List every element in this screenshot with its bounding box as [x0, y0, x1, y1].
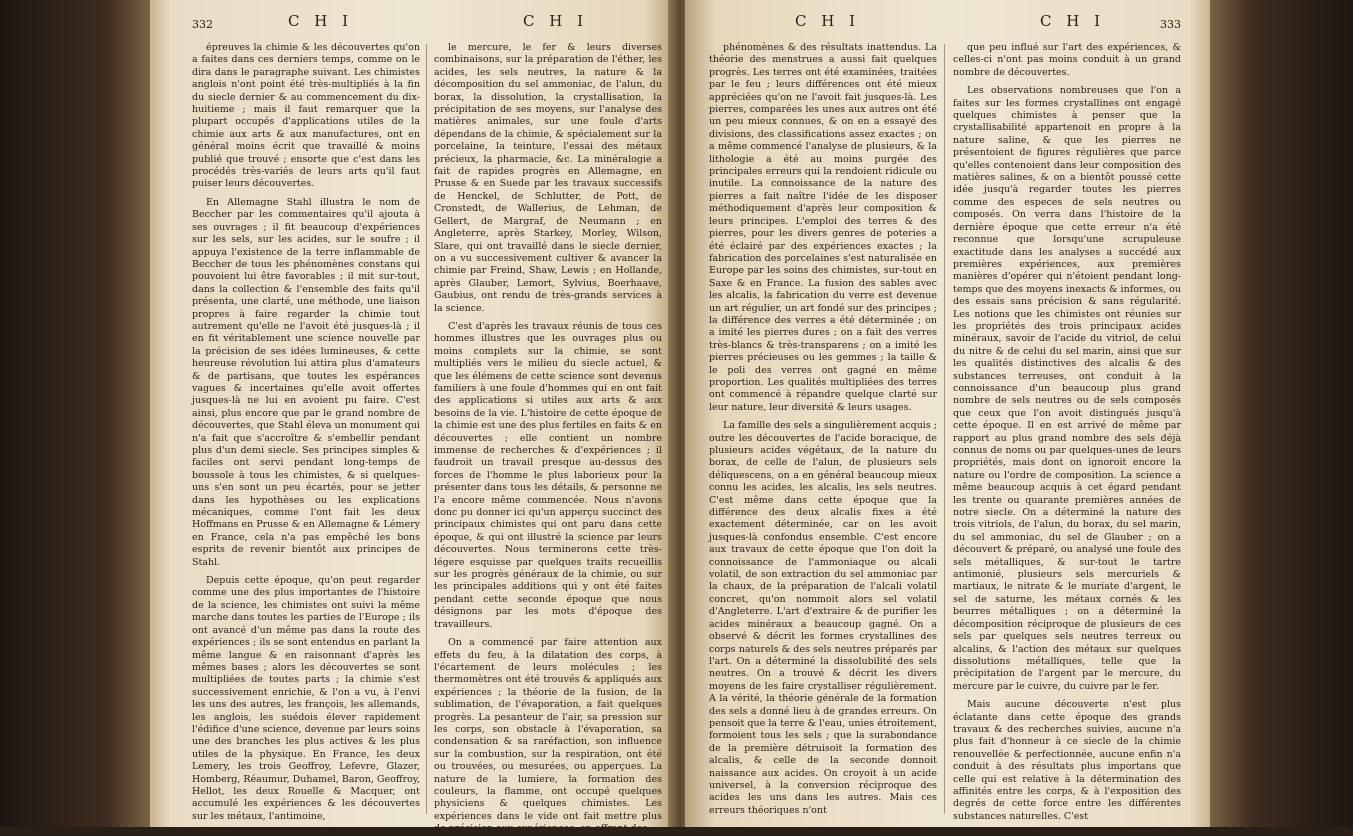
- paragraph: Depuis cette époque, qu'on peut regarder comme une des plus importantes de l'histoire de la science, les chimistes ont suivi la même marche dans toutes les parties de l'Europe ; ils ont avancé d'un même pas dans la route des expériences ; ils se sont entendus en parlant la même langue & en raisonnant d'après les mêmes bases ; alors les découvertes se sont multipliées de toutes parts ; la chimie s'est successivement enrichie, & l'on a vu, à l'envi les uns des autres, les françois, les allemands, les anglois, les suédois élever rapidement l'édifice d'une science, devenue par leurs soins une des branches les plus actives & les plus utiles de la physique. En France, les deux Lemery, les trois Geoffroy, Lefevre, Glazer, Homberg, Réaumur, Duhamel, Baron, Geoffroy, Hellot, les deux Rouelle & Macquer, ont accumulé les expériences & les découvertes sur les métaux, l'antimoine,: [192, 575, 420, 822]
- paragraph: épreuves la chimie & les découvertes qu'on a faites dans ces derniers temps, comme on le dira dans le paragraphe suivant. Les chimistes anglois n'ont point été très-multipliés à la fin du siecle dernier & au commencement du dix-huitieme ; mais il faut remarquer que la plupart occupés d'applications utiles de la chimie aux arts & aux manufactures, ont en général moins écrit que travaillé & moins publié que trouvé ; ensorte que c'est dans les procédés très-variés de leurs arts qu'il faut puiser leurs découvertes.: [192, 42, 420, 190]
- book-edge-left: [0, 0, 150, 827]
- left-column-1: [192, 42, 420, 822]
- left-page-number: 332: [192, 18, 213, 31]
- right-running-head-1: C H I: [795, 12, 861, 30]
- paragraph: que peu influé sur l'art des expériences, & celles-ci n'ont pas moins conduit à un grand nombre de découvertes.: [953, 42, 1181, 78]
- left-page: [150, 0, 675, 835]
- left-running-head-2: C H I: [523, 12, 589, 30]
- paragraph: Les observations nombreuses que l'on a faites sur les formes crystallines ont engagé quelques chimistes à penser que la crystallisabilité appartenoit en propre à la nature saline, & que les pierres ne présentoient de figures régulières que parce qu'elles contenoient dans leur composition des matières salines, & on a bientôt poussé cette idée jusqu'à regarder toutes les pierres comme des especes de sels neutres ou composés. On verra dans l'histoire de la dernière époque que cette erreur n'a été reconnue que lorsqu'une scrupuleuse exactitude dans les analyses a succédé aux premières expériences, aux premières manières d'opérer qui n'étoient pendant long-temps que des moyens inexacts & informes, ou des essais sans précision & sans régularité. Les notions que les chimistes ont réunies sur les propriétés des trois principaux acides minéraux, savoir de l'acide du vitriol, de celui du nitre & de celui du sel marin, ainsi que sur les qualités distinctives des alcalis & des substances terreuses, ont conduit à la connoissance d'un beaucoup plus grand nombre de sels neutres ou de sels composés que ceux que l'on avoit distingués jusqu'à cette époque. Il en est arrivé de même par rapport au plus grand nombre des sels déjà connus de noms ou par quelques-unes de leurs propriétés, mais dont on ignoroit encore la nature ou l'ordre de composition. La science a même beaucoup acquis à cet égard pendant les trente ou quarante premières années de notre siecle. On a déterminé la nature des trois vitriols, de l'alun, du borax, du sel marin, du sel ammoniac, du sel de Glauber ; on a découvert & préparé, ou analysé une foule des sels métalliques, & sur-tout le tartre antimonié, plusieurs sels mercuriels & martiaux, le nitrate & le muriate d'argent, le sel de saturne, les métaux cornés & les beurres métalliques ; on a déterminé la décomposition réciproque de plusieurs de ces sels par quelques sels neutres terreux ou alcalins, & l'action des métaux sur quelques dissolutions métalliques, telle que la précipitation de l'argent par le mercure, du mercure par le cuivre, du cuivre par le fer.: [953, 85, 1181, 692]
- right-column-1: [709, 42, 937, 816]
- paragraph: C'est d'après les travaux réunis de tous ces hommes illustres que les ouvrages plus ou moins complets sur la chimie, se sont multipliés vers le milieu du siecle actuel, & que les élémens de cette science sont devenus familiers à une foule d'hommes qui en ont fait des applications si utiles aux arts & aux besoins de la vie. L'histoire de cette époque de la chimie est une des plus fertiles en faits & en découvertes ; elle contient un nombre immense de recherches & d'expériences ; il faudroit un travail presque au-dessus des forces de l'homme le plus laborieux pour la présenter dans tous les détails, & personne ne l'a encore même commencée. Nous n'avons donc pu donner ici qu'un apperçu succinct des principaux chimistes qui ont paru dans cette époque, & qui ont illustré la science par leurs découvertes. Nous terminerons cette très-légere esquisse par quelques traits recueillis sur les progrès généraux de la chimie, ou sur les principales additions qui y ont été faites pendant cette seconde époque que nous désignons par les mots d'époque des travailleurs.: [434, 320, 662, 630]
- paragraph: En Allemagne Stahl illustra le nom de Beccher par les commentaires qu'il ajouta à ses ouvrages ; il fit beaucoup d'expériences sur les sels, sur les acides, sur le soufre ; il appuya l'existence de la terre inflammable de Beccher de tous les phénomènes constans qui pouvoient lui être favorables ; il mit sur-tout, dans la collection & l'ensemble des faits qu'il présenta, une clarté, une méthode, une liaison propres à faire regarder la chimie tout autrement qu'elle ne l'avoit été jusques-là ; il en fit véritablement une science nouvelle par la précision de ses idées lumineuses, & cette heureuse révolution lui attira plus d'amateurs & de partisans, que toutes les espérances vagues & incertaines qu'elle avoit offertes jusques-là ne lui en avoient pu faire. C'est ainsi, plus encore que par le grand nombre de découvertes, que Stahl éleva un monument qui n'a fait que s'accroître & s'embellir pendant plus d'un demi siecle. Ses principes simples & faciles ont servi pendant long-temps de boussole à tous les chimistes, & si quelques-uns s'en sont un peu écartés, pour se jetter dans les hypothèses ou les explications mécaniques, comme l'ont fait les deux Hoffmans en Prusse & en Allemagne & Lémery en France, cela n'a pas empêché les bons esprits de revenir bientôt aux principes de Stahl.: [192, 196, 420, 568]
- paragraph: Mais aucune découverte n'est plus éclatante dans cette époque des grands travaux & des recherches suivies, aucune n'a plus fait d'honneur à ce siecle de la chimie renouvellée & perfectionnée, aucune enfin n'a conduit à des résultats plus importans que celle qui est relative à la détermination des affinités entre les corps, & à l'exposition des degrés de cette force entre les différentes substances naturelles. C'est: [953, 699, 1181, 822]
- paragraph: phénomènes & des résultats inattendus. La théorie des menstrues a aussi fait quelques progrès. Les terres ont été examinées, traitées par le feu ; leurs différences ont été mieux appréciées qu'on ne l'avoit fait jusques-là. Les pierres, comparées les unes aux autres ont été un peu mieux connues, & on en a essayé des divisions, des classifications assez exactes ; on a même commencé l'analyse de plusieurs, & la lithologie a été au moins purgée des principales erreurs qui la rendoient ridicule ou inutile. La connoissance de la nature des pierres a fait naître l'idée de les disposer méthodiquement d'après leur composition & leurs principes. L'emploi des terres & des pierres, pour les divers genres de poteries a été éclairé par des expériences exactes ; la fabrication des porcelaines s'est naturalisée en Europe par les soins des chimistes, sur-tout en Saxe & en France. La fusion des sables avec les alcalis, la fabrication du verre est devenue un art régulier, un art fondé sur des principes ; la différence des verres a été déterminée ; on a imité les pierres dures ; on a fait des verres très-blancs & très-transparens ; on a imité les pierres précieuses ou les gemmes ; la taille & le poli des verres ont gagné en même proportion. Les qualités multipliées des terres ont commencé à répandre quelque clarté sur leur nature, leur diversité & leurs usages.: [709, 42, 937, 413]
- book-edge-right: [1210, 0, 1353, 827]
- column-divider: [426, 44, 427, 814]
- column-divider: [944, 44, 945, 814]
- paragraph: le mercure, le fer & leurs diverses combinaisons, sur la préparation de l'éther, les acides, les sels neutres, la nature & la décomposition du sel ammoniac, de l'alun, du borax, la dissolution, la crystallisation, la précipitation de ses moyens, sur l'analyse des matières animales, sur une foule d'arts dépendans de la chimie, & spécialement sur la porcelaine, la teinture, l'essai des métaux précieux, la pharmacie, &c. La minéralogie a fait de rapides progrès en Allemagne, en Prusse & en Suede par les travaux successifs de Henckel, de Schlutter, de Pott, de Cronstedt, de Wallerius, de Lehman, de Gellert, de Margraf, de Neumann ; en Angleterre, après Starkey, Morley, Wilson, Slare, qui ont travaillé dans le siecle dernier, on a vu successivement cultiver & avancer la chimie par Freind, Shaw, Lewis ; en Hollande, après Glauber, Lemort, Sylvius, Boerhaave, Gaubius, ont rendu de très-grands services à la science.: [434, 42, 662, 314]
- paragraph: La famille des sels a singulièrement acquis ; outre les découvertes de l'acide boracique, de plusieurs acides végétaux, de la nature du borax, de celle de l'alun, de plusieurs sels déliquescens, on a en général beaucoup mieux connu les acides, les alcalis, les sels neutres. C'est même dans cette époque que la différence des deux alcalis fixes a été exactement déterminée, car on les avoit jusques-là confondus ensemble. C'est encore aux travaux de cette époque que l'on doit la connoissance de l'ammoniaque ou alcali volatil, de son extraction du sel ammoniac par la chaux, de la préparation de l'alcali volatil concret, qu'on nommoit alors sel volatil d'Angleterre. L'art d'extraire & de purifier les acides minéraux a beaucoup gagné. On a observé & décrit les formes crystallines des corps naturels & des sels neutres préparés par l'art. On a déterminé la dissolubilité des sels neutres. On a trouvé & décrit les divers moyens de les faire crystalliser régulièrement. A la vérité, la théorie générale de la formation des sels a donné lieu à de grandes erreurs. On pensoit que la terre & l'eau, unies étroitement, formoient tous les sels ; que la surabondance de la première détruisoit la formation des alcalis, & celle de la seconde donnoit naissance aux acides. On croyoit à un acide universel, à la conversion réciproque des acides les uns dans les autres. Mais ces erreurs théoriques n'ont: [709, 420, 937, 816]
- left-running-head-1: C H I: [288, 12, 354, 30]
- open-book: [150, 0, 1210, 835]
- right-page-number: 333: [1160, 18, 1181, 31]
- left-page-header: [150, 12, 675, 34]
- right-running-head-2: C H I: [1040, 12, 1106, 30]
- right-column-2: [953, 42, 1181, 822]
- paragraph: On a commencé par faire attention aux effets du feu, à la dilatation des corps, à l'écartement de leurs molécules ; les thermomètres ont été trouvés & appliqués aux expériences ; la théorie de la fusion, de la sublimation, de l'évaporation, a fait quelques progrès. La pesanteur de l'air, sa pression sur les corps, son obstacle à l'évaporation, sa condensation & sa raréfaction, son influence sur la combustion, sur la respiration, ont été ou trouvées, ou mesurées, ou apperçues. La nature de la lumiere, la formation des couleurs, la flamme, ont occupé quelques physiciens & quelques chimistes. Les expériences dans le vide ont fait mettre plus de précision aux expériences, en offrant des: [434, 637, 662, 835]
- right-page: [685, 0, 1210, 827]
- left-column-2: [434, 42, 662, 835]
- right-page-header: [685, 12, 1210, 34]
